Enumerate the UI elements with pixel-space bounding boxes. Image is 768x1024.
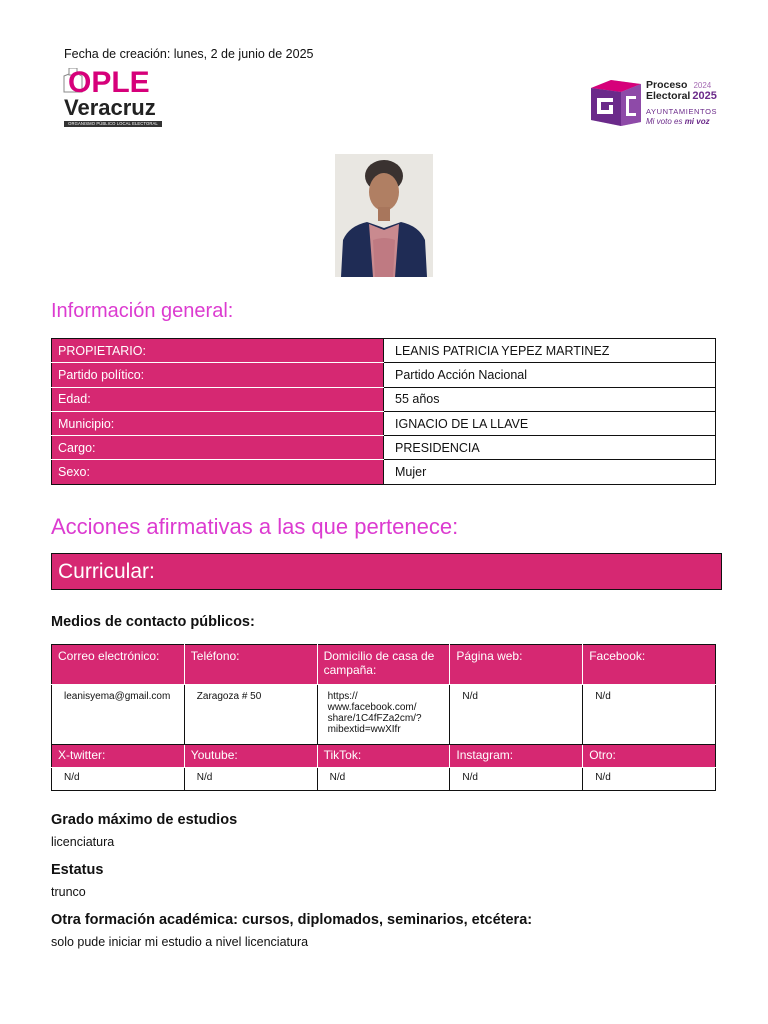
contact-website: N/d [450, 685, 583, 745]
table-row [52, 745, 716, 768]
table-row [52, 411, 716, 435]
otra-formacion-value: solo pude iniciar mi estudio a nivel licenciatura [51, 935, 309, 949]
candidate-portrait-image [335, 154, 433, 277]
estatus-value: trunco [51, 885, 86, 899]
proceso-label: Proceso [646, 79, 688, 91]
contact-header: Teléfono: [184, 645, 317, 685]
contact-youtube: N/d [184, 768, 317, 791]
contact-tiktok: N/d [317, 768, 450, 791]
curricular-banner: Curricular: [51, 553, 722, 590]
table-row [52, 387, 716, 411]
acciones-afirmativas-title: Acciones afirmativas a las que pertenece: [51, 514, 459, 539]
table-row [52, 436, 716, 460]
ople-veracruz-logo [62, 64, 166, 128]
contact-otro: N/d [583, 768, 716, 791]
table-row [52, 645, 716, 685]
ayuntamientos-mark-icon [589, 78, 643, 128]
contact-header: Domicilio de casa de campaña: [317, 645, 450, 685]
ayuntamientos-label: AYUNTAMIENTOS [646, 107, 718, 116]
slogan-part-a: Mi voto es [646, 117, 685, 126]
contact-table [51, 644, 716, 791]
contact-header: X-twitter: [52, 745, 185, 768]
electoral-label: Electoral [646, 90, 691, 102]
estatus-label: Estatus [51, 862, 104, 878]
info-value: Mujer [384, 460, 716, 484]
table-row [52, 339, 716, 363]
otra-formacion-label: Otra formación académica: cursos, diplomados, seminarios, etcétera: [51, 912, 533, 928]
grado-estudios-label: Grado máximo de estudios [51, 812, 238, 828]
contact-header: TikTok: [317, 745, 450, 768]
table-row [52, 685, 716, 745]
info-label: PROPIETARIO: [52, 339, 384, 363]
contact-header: Instagram: [450, 745, 583, 768]
ople-logo-sub: Veracruz [64, 95, 156, 120]
contact-twitter: N/d [52, 768, 185, 791]
proceso-electoral-logo [589, 78, 719, 130]
info-value: IGNACIO DE LA LLAVE [384, 411, 716, 435]
info-value: 55 años [384, 387, 716, 411]
contact-facebook: N/d [583, 685, 716, 745]
info-label: Sexo: [52, 460, 384, 484]
proceso-year-end: 2025 [692, 90, 717, 102]
info-value: Partido Acción Nacional [384, 363, 716, 387]
contact-header: Página web: [450, 645, 583, 685]
info-label: Municipio: [52, 411, 384, 435]
info-label: Cargo: [52, 436, 384, 460]
table-row [52, 768, 716, 791]
slogan-part-b: mi voz [684, 117, 710, 126]
contact-email: leanisyema@gmail.com [52, 685, 185, 745]
creation-date: Fecha de creación: lunes, 2 de junio de 2025 [64, 47, 314, 61]
candidate-photo [335, 154, 433, 277]
info-value: LEANIS PATRICIA YEPEZ MARTINEZ [384, 339, 716, 363]
contact-header: Youtube: [184, 745, 317, 768]
medios-contacto-title: Medios de contacto públicos: [51, 614, 255, 630]
table-row [52, 460, 716, 484]
info-label: Partido político: [52, 363, 384, 387]
contact-instagram: N/d [450, 768, 583, 791]
contact-header: Facebook: [583, 645, 716, 685]
info-value: PRESIDENCIA [384, 436, 716, 460]
general-info-table [51, 338, 716, 485]
contact-phone: Zaragoza # 50 [184, 685, 317, 745]
contact-header: Correo electrónico: [52, 645, 185, 685]
contact-address: https:// www.facebook.com/ share/1C4fFZa2cm/? mibextid=wwXIfr [317, 685, 450, 745]
grado-estudios-value: licenciatura [51, 835, 115, 849]
ople-logo-tagline: ORGANISMO PÚBLICO LOCAL ELECTORAL [64, 121, 162, 127]
proceso-year-start: 2024 [693, 81, 712, 90]
info-label: Edad: [52, 387, 384, 411]
ople-logo-text: OPLE [68, 66, 150, 99]
contact-header: Otro: [583, 745, 716, 768]
general-info-title: Información general: [51, 300, 234, 322]
table-row [52, 363, 716, 387]
